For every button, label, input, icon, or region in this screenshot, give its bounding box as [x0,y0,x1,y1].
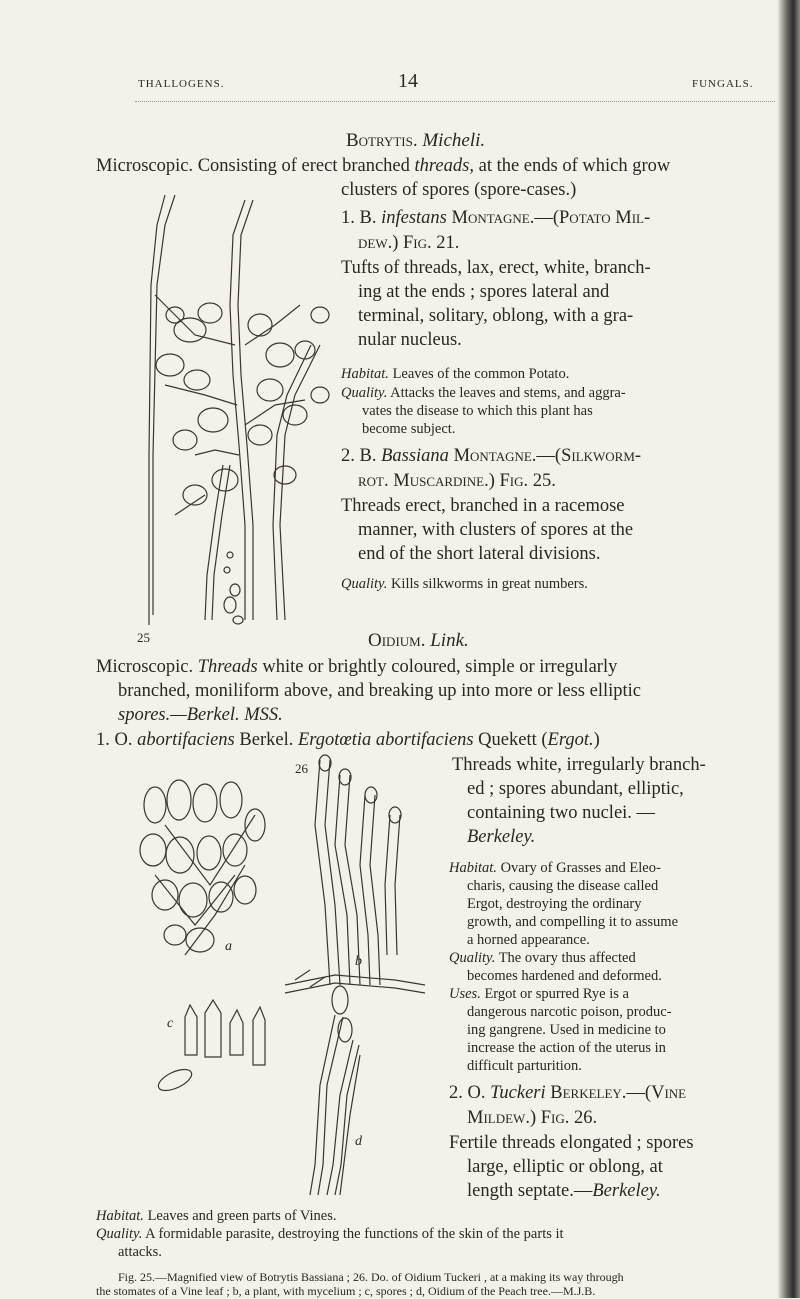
oidium-abortifaciens-desc2: ed ; spores abundant, elliptic, [467,779,684,799]
figure-caption-line1: Fig. 25.—Magnified view of Botrytis Bassiana ; 26. Do. of Oidium Tuckeri , at a making its way through [118,1270,624,1284]
hypha-line [205,465,223,620]
botrytis-bassiana-title: 2. B. Bassiana Montagne.—(Silkworm- [341,446,642,466]
oidium-tuckeri-habitat: Habitat. Leaves and green parts of Vines. [96,1208,337,1224]
botrytis-infestans-quality2: vates the disease to which this plant has [362,403,593,419]
botrytis-genus: Botrytis. [346,130,418,151]
page-number: 14 [398,70,418,92]
oidium-abortifaciens-desc1: Threads white, irregularly branch- [452,755,706,775]
fig-26-label-b: b [355,954,362,969]
oidium-abortifaciens-desc3: containing two nuclei. — [467,803,656,823]
botrytis-bassiana-desc3: end of the short lateral divisions. [358,544,601,564]
oidium-uses-line5: difficult parturition. [467,1058,582,1074]
running-header-left: THALLOGENS. [138,78,225,90]
botrytis-infestans-quality1: Quality. Attacks the leaves and stems, and aggra- [341,385,626,401]
hypha-branch [165,385,237,405]
peach-oidium-d [310,986,360,1195]
oidium-uses-line2: dangerous narcotic poison, produc- [467,1004,672,1020]
oidium-tuckeri-quality1: Quality. A formidable parasite, destroying the functions of the skin of the parts it [96,1226,564,1242]
botrytis-infestans-desc3: terminal, solitary, oblong, with a gra- [358,306,634,326]
hypha-line [149,195,165,625]
oidium-habitat-line1: Habitat. Ovary of Grasses and Eleo- [449,860,661,876]
oidium-tuckeri-quality2: attacks. [118,1244,162,1260]
botrytis-heading [346,130,485,152]
oidium-quality-line1: Quality. The ovary thus affected [449,950,636,966]
oidium-habitat-line2: charis, causing the disease called [467,878,659,894]
botrytis-infestans-desc1: Tufts of threads, lax, erect, white, branch- [341,258,651,278]
spores-c [155,1000,265,1095]
hypha-line [212,465,230,620]
hypha-branch [175,495,205,515]
botrytis-intro-line1: Microscopic. Consisting of erect branched threads, at the ends of which grow [96,156,671,176]
leaf-stomates-a [140,780,265,955]
oidium-uses-line4: increase the action of the uterus in [467,1040,666,1056]
fig-25-number: 25 [137,630,150,645]
oidium-tuckeri-line2: Mildew.) Fig. 26. [467,1108,598,1128]
oidium-habitat-line3: Ergot, destroying the ordinary [467,896,642,912]
botrytis-bassiana-desc2: manner, with clusters of spores at the [358,520,634,540]
botrytis-infestans-desc2: ing at the ends ; spores lateral and [358,282,610,302]
oidium-intro-line3: spores.—Berkel. MSS. [118,705,283,725]
oidium-tuckeri-desc1: Fertile threads elongated ; spores [449,1133,694,1153]
oidium-uses-line3: ing gangrene. Used in medicine to [467,1022,666,1038]
hypha-line [280,345,320,620]
oidium-uses-line1: Uses. Ergot or spurred Rye is a [449,986,629,1002]
oidium-author: Link. [430,630,469,651]
hypha-branch [155,295,235,345]
botrytis-bassiana-quality: Quality. Kills silkworms in great numbers. [341,576,588,592]
botrytis-infestans-title: 1. B. infestans Montagne.—(Potato Mil- [341,208,651,228]
oidium-intro-line2: branched, moniliform above, and breaking up into more or less elliptic [118,681,641,701]
fig-26-label-c: c [167,1016,174,1031]
hypha-branch [195,450,239,455]
oidium-intro-line1: Microscopic. Threads white or brightly coloured, simple or irregularly [96,657,618,677]
botrytis-infestans-habitat: Habitat. Leaves of the common Potato. [341,366,570,382]
oidium-abortifaciens-desc4: Berkeley. [467,827,536,847]
oidium-abortifaciens-title: 1. O. abortifaciens Berkel. Ergotœtia abortifaciens Quekett (Ergot.) [96,730,600,750]
botrytis-intro-line2: clusters of spores (spore-cases.) [341,180,577,200]
fig-26-label-d: d [355,1134,362,1149]
spore-clusters [156,303,329,624]
botrytis-infestans-line2: dew.) Fig. 21. [358,233,460,253]
oidium-heading [368,630,469,652]
running-header-right: FUNGALS. [692,78,754,90]
oidium-tuckeri-desc2: large, elliptic or oblong, at [467,1157,663,1177]
header-rule [135,101,775,102]
oidium-tuckeri-desc3: length septate.—Berkeley. [467,1181,661,1201]
book-edge-shadow [778,0,800,1298]
fig-26-label-a: a [225,939,232,954]
hypha-branch [245,400,305,425]
botrytis-bassiana-desc1: Threads erect, branched in a racemose [341,496,625,516]
oidium-tuckeri-figure [135,755,445,1205]
hypha-line [153,195,175,615]
botrytis-author: Micheli. [422,130,486,151]
oidium-tuckeri-title: 2. O. Tuckeri Berkeley.—(Vine [449,1083,687,1103]
botrytis-infestans-quality3: become subject. [362,421,456,437]
fig-26-number: 26 [295,761,308,776]
botrytis-infestans-desc4: nular nucleus. [358,330,462,350]
oidium-habitat-line4: growth, and compelling it to assume [467,914,679,930]
oidium-genus: Oidium. [368,630,426,651]
botrytis-bassiana-line2: rot. Muscardine.) Fig. 25. [358,471,556,491]
botrytis-bassiana-figure [135,195,345,645]
figure-caption-line2: the stomates of a Vine leaf ; b, a plant, with mycelium ; c, spores ; d, Oidium of the Peach tree.—M.J.B. [96,1284,596,1298]
oidium-quality-line2: becomes hardened and deformed. [467,968,662,984]
oidium-habitat-line5: a horned appearance. [467,932,590,948]
